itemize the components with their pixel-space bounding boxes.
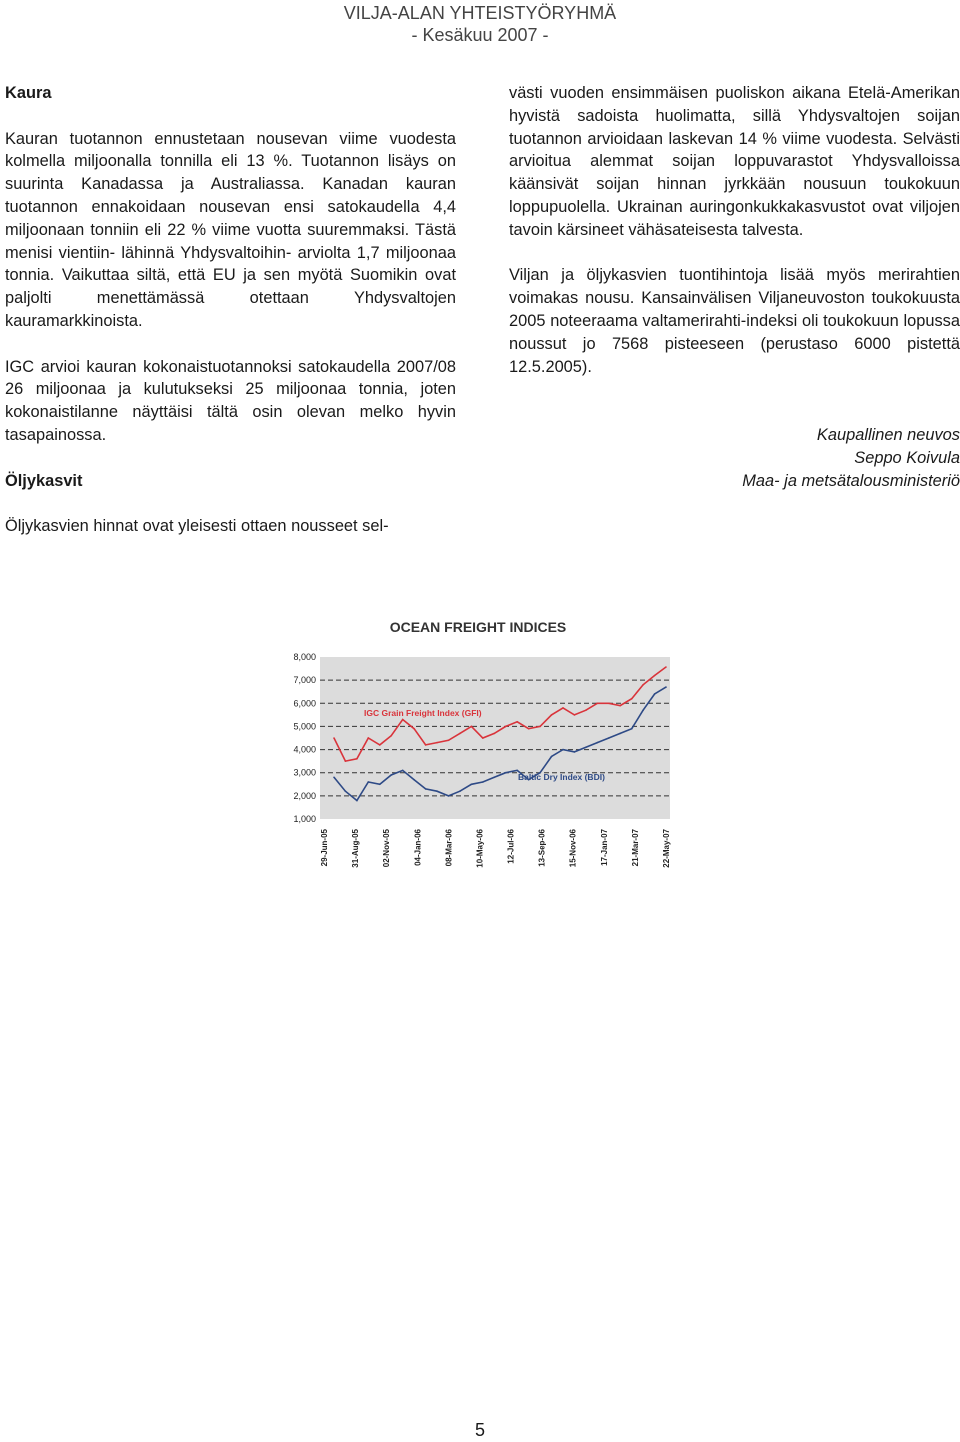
data-point xyxy=(448,740,450,742)
y-tick-label: 4,000 xyxy=(293,744,316,755)
x-tick-label: 02-Nov-05 xyxy=(382,829,392,868)
data-point xyxy=(459,790,461,792)
chart-title: OCEAN FREIGHT INDICES xyxy=(389,619,567,635)
data-point xyxy=(379,744,381,746)
data-point xyxy=(436,790,438,792)
data-point xyxy=(574,751,576,753)
signature-organization: Maa- ja metsätalousministeriö xyxy=(742,471,960,490)
y-tick-label: 1,000 xyxy=(293,814,316,824)
x-tick-label: 10-May-06 xyxy=(475,829,485,868)
data-point xyxy=(665,666,667,668)
series-label-0: IGC Grain Freight Index (GFI) xyxy=(364,708,482,718)
kaura-paragraph-2: IGC arvioi kauran kokonaistuotannoksi satokaudella 2007/08 26 miljoonaa ja kulutukseksi 25 miljoonaa tonnia, joten kokonaistilanne näyttäisi tältä osin olevan melko hyvin tasapainossa. xyxy=(5,357,456,444)
data-point xyxy=(494,733,496,735)
data-point xyxy=(402,770,404,772)
data-point xyxy=(585,747,587,749)
data-point xyxy=(597,742,599,744)
data-point xyxy=(528,728,530,730)
data-point xyxy=(368,737,370,739)
data-point xyxy=(471,784,473,786)
x-tick-label: 12-Jul-06 xyxy=(506,829,516,864)
signature-title: Kaupallinen neuvos xyxy=(816,425,960,444)
data-point xyxy=(402,719,404,721)
data-point xyxy=(368,781,370,783)
plot-area xyxy=(320,657,670,819)
data-point xyxy=(505,772,507,774)
page-header xyxy=(0,0,960,46)
data-point xyxy=(654,693,656,695)
data-point xyxy=(608,737,610,739)
right-paragraph-1: västi vuoden ensimmäisen puoliskon aikana Etelä-Amerikan hyvistä sadoista huolimatta, sillä Yhdysvaltojen soijan tuotannon arvioidaan laskevan 14 % viime vuodesta. Selvästi arvioitua alemmat soijan loppuvarastot Yhdysvalloissa käänsivät soijan hinnan jyrkkään nousuun toukokuun loppupuolella. Ukrainan auringonkukkakasvustot ovat viljojen tavoin kärsineet vähäsateisesta talvesta. xyxy=(509,84,960,239)
series-label-1: Baltic Dry Index (BDI) xyxy=(518,772,605,782)
data-point xyxy=(608,703,610,705)
data-point xyxy=(619,705,621,707)
data-point xyxy=(539,726,541,728)
data-point xyxy=(562,707,564,709)
data-point xyxy=(413,728,415,730)
data-point xyxy=(356,758,358,760)
data-point xyxy=(448,795,450,797)
right-paragraph-2: Viljan ja öljykasvien tuontihintoja lisää myös merirahtien voimakas nousu. Kansainvälisen Viljaneuvoston toukokuusta 2005 noteeraama valtamerirahti-indeksi oli toukokuun lopussa noussut jo 7568 pisteeseen (perustaso 6000 pistettä 12.5.2005). xyxy=(509,266,960,376)
data-point xyxy=(631,728,633,730)
oljykasvit-paragraph: Öljykasvien hinnat ovat yleisesti ottaen nousseet sel- xyxy=(5,517,389,536)
data-point xyxy=(585,709,587,711)
data-point xyxy=(654,675,656,677)
org-name: VILJA-ALAN YHTEISTYÖRYHMÄ xyxy=(343,3,617,23)
y-tick-label: 8,000 xyxy=(293,652,316,662)
data-point xyxy=(345,790,347,792)
x-tick-label: 29-Jun-05 xyxy=(320,829,329,867)
left-column xyxy=(5,82,456,538)
data-point xyxy=(516,770,518,772)
data-point xyxy=(390,735,392,737)
data-point xyxy=(345,760,347,762)
x-tick-label: 13-Sep-06 xyxy=(537,829,547,867)
data-point xyxy=(482,781,484,783)
data-point xyxy=(425,788,427,790)
data-point xyxy=(642,709,644,711)
data-point xyxy=(425,744,427,746)
chart-svg xyxy=(280,612,680,872)
data-point xyxy=(333,777,335,779)
data-point xyxy=(356,800,358,802)
signature-name: Seppo Koivula xyxy=(854,448,960,467)
heading-oljykasvit: Öljykasvit xyxy=(5,471,83,490)
data-point xyxy=(574,714,576,716)
x-tick-label: 31-Aug-05 xyxy=(351,829,361,868)
right-column xyxy=(509,82,960,492)
data-point xyxy=(471,726,473,728)
y-tick-label: 6,000 xyxy=(293,698,316,709)
data-point xyxy=(413,779,415,781)
data-point xyxy=(631,698,633,700)
ocean-freight-chart xyxy=(280,612,680,872)
data-point xyxy=(390,774,392,776)
kaura-paragraph-1: Kauran tuotannon ennustetaan nousevan viime vuodesta kolmella miljoonalla tonnilla eli 13 %. Tuotannon lisäys on suurinta Kanadassa ja Australiassa. Kanadan kauran tuotannon ennakoidaan nousevan ensi satokaudella 4,4 miljoonaan tonniin eli 22 % viime vuotta suuremmaksi. Tästä menisi vientiin- lähinnä Yhdysvaltoihin- arviolta 1,7 miljoonaa tonnia. Vaikuttaa siltä, että EU ja sen myötä Suomikin ovat paljolti menettämässä otettaan Yhdysvaltojen kauramarkkinoista. xyxy=(5,129,456,330)
data-point xyxy=(665,686,667,688)
data-point xyxy=(516,721,518,723)
data-point xyxy=(642,684,644,686)
data-point xyxy=(551,714,553,716)
page-number: 5 xyxy=(474,1420,485,1440)
x-tick-label: 15-Nov-06 xyxy=(568,829,578,868)
heading-kaura: Kaura xyxy=(5,84,52,102)
y-tick-label: 5,000 xyxy=(293,721,316,732)
y-tick-label: 7,000 xyxy=(293,675,316,686)
data-point xyxy=(482,737,484,739)
y-tick-label: 2,000 xyxy=(293,790,316,801)
data-point xyxy=(619,733,621,735)
x-tick-label: 17-Jan-07 xyxy=(599,829,609,866)
issue-date: - Kesäkuu 2007 - xyxy=(411,25,549,45)
data-point xyxy=(562,749,564,751)
x-tick-label: 04-Jan-06 xyxy=(413,829,423,866)
data-point xyxy=(494,777,496,779)
data-point xyxy=(505,726,507,728)
data-point xyxy=(379,784,381,786)
y-tick-label: 3,000 xyxy=(293,767,316,778)
data-point xyxy=(551,756,553,758)
data-point xyxy=(597,703,599,705)
data-point xyxy=(459,733,461,735)
data-point xyxy=(333,737,335,739)
x-tick-label: 08-Mar-06 xyxy=(444,829,454,867)
data-point xyxy=(436,742,438,744)
x-tick-label: 21-Mar-07 xyxy=(630,829,640,867)
x-tick-label: 22-May-07 xyxy=(662,829,671,868)
